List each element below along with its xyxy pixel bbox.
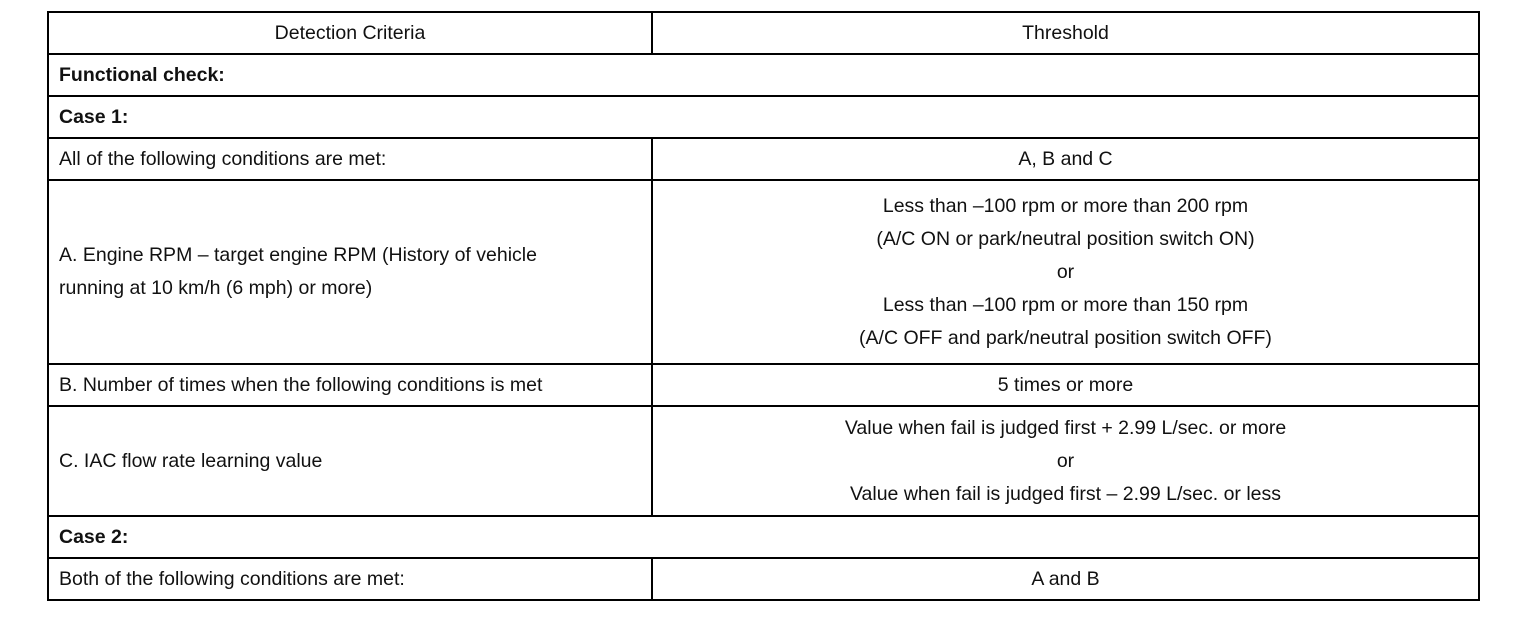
criteria-line: A. Engine RPM – target engine RPM (History of vehicle xyxy=(59,244,537,266)
threshold-cell xyxy=(652,180,1479,364)
section-row-functional-check xyxy=(48,54,1479,96)
criteria-cell: Both of the following conditions are met: xyxy=(48,558,652,600)
table-row xyxy=(48,558,1479,600)
threshold-cell xyxy=(652,138,1479,180)
case-1-label: Case 1: xyxy=(48,96,1479,138)
threshold-line: or xyxy=(1056,260,1075,283)
threshold-line: Value when fail is judged first + 2.99 L/sec. or more xyxy=(844,416,1287,439)
threshold-line: or xyxy=(1056,449,1075,472)
section-row-case-2 xyxy=(48,516,1479,558)
header-detection-criteria: Detection Criteria xyxy=(48,12,652,54)
criteria-cell: C. IAC flow rate learning value xyxy=(48,406,652,516)
case-2-label: Case 2: xyxy=(48,516,1479,558)
table-row xyxy=(48,406,1479,516)
criteria-cell: B. Number of times when the following conditions is met xyxy=(48,364,652,406)
threshold-line: Less than –100 rpm or more than 200 rpm xyxy=(882,194,1249,217)
functional-check-label: Functional check: xyxy=(48,54,1479,96)
threshold-cell xyxy=(652,558,1479,600)
threshold-line: 5 times or more xyxy=(997,373,1134,396)
threshold-line: A and B xyxy=(1031,567,1100,590)
detection-criteria-table-wrapper xyxy=(47,11,1478,601)
detection-criteria-table xyxy=(47,11,1480,601)
table-row xyxy=(48,180,1479,364)
threshold-line: (A/C ON or park/neutral position switch ON) xyxy=(876,227,1255,250)
table-row xyxy=(48,138,1479,180)
threshold-line: A, B and C xyxy=(1018,147,1113,170)
criteria-line: running at 10 km/h (6 mph) or more) xyxy=(59,277,373,299)
threshold-cell xyxy=(652,406,1479,516)
criteria-cell xyxy=(48,180,652,364)
table-row xyxy=(48,364,1479,406)
criteria-cell: All of the following conditions are met: xyxy=(48,138,652,180)
section-row-case-1 xyxy=(48,96,1479,138)
threshold-line: Value when fail is judged first – 2.99 L/sec. or less xyxy=(849,482,1282,505)
threshold-cell xyxy=(652,364,1479,406)
header-threshold: Threshold xyxy=(652,12,1479,54)
header-row xyxy=(48,12,1479,54)
threshold-line: Less than –100 rpm or more than 150 rpm xyxy=(882,293,1249,316)
threshold-line: (A/C OFF and park/neutral position switch OFF) xyxy=(859,326,1272,349)
